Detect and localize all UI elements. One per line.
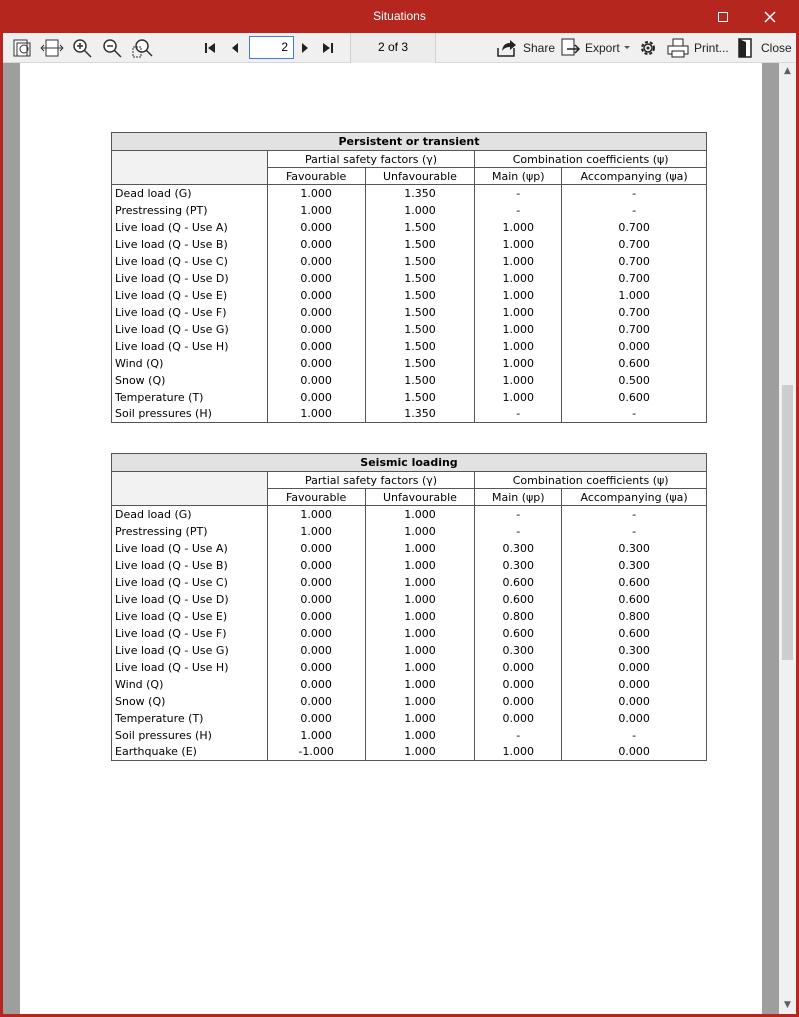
table-row xyxy=(112,642,707,659)
cell-value: - xyxy=(475,523,562,540)
cell-value: 0.000 xyxy=(267,321,365,338)
cell-value: 0.000 xyxy=(267,355,365,372)
cell-value: 1.000 xyxy=(365,523,475,540)
settings-button[interactable] xyxy=(637,36,659,60)
table-row xyxy=(112,625,707,642)
row-label: Live load (Q - Use G) xyxy=(112,321,268,338)
header-blank xyxy=(112,472,268,506)
document-page xyxy=(20,63,762,1014)
seismic-table xyxy=(111,453,707,761)
cell-value: 1.000 xyxy=(475,389,562,406)
cell-value: - xyxy=(475,202,562,219)
viewer-margin-right xyxy=(762,63,779,1014)
table-row xyxy=(112,270,707,287)
toolbar xyxy=(3,33,796,63)
cell-value: 1.000 xyxy=(475,270,562,287)
cell-value: 1.000 xyxy=(475,338,562,355)
table-row xyxy=(112,591,707,608)
cell-value: 0.000 xyxy=(475,693,562,710)
row-label: Temperature (T) xyxy=(112,710,268,727)
printer-icon xyxy=(666,37,690,59)
close-button[interactable] xyxy=(735,36,792,60)
row-label: Wind (Q) xyxy=(112,676,268,693)
previous-page-button[interactable] xyxy=(229,36,241,60)
cell-value: 0.600 xyxy=(475,574,562,591)
cell-value: -1.000 xyxy=(267,744,365,761)
cell-value: 0.000 xyxy=(267,625,365,642)
last-page-button[interactable] xyxy=(321,36,335,60)
zoom-out-icon xyxy=(101,37,123,59)
fit-page-icon xyxy=(11,37,33,59)
header-main: Main (ψp) xyxy=(475,168,562,185)
header-combination: Combination coefficients (ψ) xyxy=(475,151,707,168)
cell-value: 1.000 xyxy=(365,693,475,710)
cell-value: 0.000 xyxy=(267,304,365,321)
table-row xyxy=(112,372,707,389)
table-row xyxy=(112,710,707,727)
row-label: Live load (Q - Use H) xyxy=(112,338,268,355)
cell-value: 1.000 xyxy=(365,659,475,676)
cell-value: 0.000 xyxy=(267,338,365,355)
cell-value: 0.300 xyxy=(475,540,562,557)
row-label: Live load (Q - Use B) xyxy=(112,236,268,253)
cell-value: 1.000 xyxy=(475,744,562,761)
header-main: Main (ψp) xyxy=(475,489,562,506)
export-icon xyxy=(559,37,581,59)
close-icon xyxy=(764,11,776,23)
cell-value: 0.800 xyxy=(475,608,562,625)
cell-value: 0.000 xyxy=(267,693,365,710)
cell-value: 0.300 xyxy=(562,642,707,659)
export-button[interactable] xyxy=(559,36,631,60)
cell-value: 0.000 xyxy=(267,540,365,557)
cell-value: 0.700 xyxy=(562,219,707,236)
cell-value: - xyxy=(475,406,562,423)
cell-value: 1.000 xyxy=(365,727,475,744)
cell-value: 0.000 xyxy=(267,676,365,693)
row-label: Prestressing (PT) xyxy=(112,202,268,219)
previous-page-icon xyxy=(229,41,241,55)
cell-value: 1.000 xyxy=(365,557,475,574)
header-unfavourable: Unfavourable xyxy=(365,489,475,506)
row-label: Live load (Q - Use D) xyxy=(112,591,268,608)
cell-value: 0.300 xyxy=(475,557,562,574)
cell-value: 1.000 xyxy=(475,236,562,253)
table-row xyxy=(112,574,707,591)
cell-value: 0.000 xyxy=(562,676,707,693)
next-page-button[interactable] xyxy=(299,36,311,60)
viewer-margin-left xyxy=(3,63,20,1014)
share-label: Share xyxy=(523,41,556,55)
cell-value: 1.000 xyxy=(365,506,475,523)
row-label: Snow (Q) xyxy=(112,693,268,710)
page-number-input[interactable]: 2 xyxy=(249,36,294,59)
row-label: Dead load (G) xyxy=(112,185,268,202)
cell-value: 0.000 xyxy=(267,253,365,270)
header-accompanying: Accompanying (ψa) xyxy=(562,489,707,506)
cell-value: 1.000 xyxy=(475,287,562,304)
cell-value: 0.000 xyxy=(475,659,562,676)
document-viewer[interactable] xyxy=(3,63,796,1014)
row-label: Live load (Q - Use C) xyxy=(112,574,268,591)
first-page-button[interactable] xyxy=(203,36,217,60)
cell-value: - xyxy=(475,727,562,744)
cell-value: 1.500 xyxy=(365,270,475,287)
fit-page-button[interactable] xyxy=(11,36,33,60)
cell-value: 1.350 xyxy=(365,185,475,202)
cell-value: - xyxy=(562,727,707,744)
cell-value: 1.000 xyxy=(475,372,562,389)
cell-value: 0.600 xyxy=(562,591,707,608)
share-button[interactable] xyxy=(495,36,555,60)
cell-value: 0.600 xyxy=(475,625,562,642)
table-row xyxy=(112,506,707,523)
cell-value: 1.500 xyxy=(365,355,475,372)
cell-value: 1.500 xyxy=(365,389,475,406)
cell-value: 0.000 xyxy=(267,372,365,389)
cell-value: 0.000 xyxy=(267,236,365,253)
export-label: Export xyxy=(585,41,620,55)
cell-value: - xyxy=(475,185,562,202)
cell-value: 0.700 xyxy=(562,321,707,338)
cell-value: - xyxy=(475,506,562,523)
cell-value: 0.000 xyxy=(267,710,365,727)
cell-value: 0.000 xyxy=(562,659,707,676)
maximize-button[interactable] xyxy=(700,0,746,33)
cell-value: 0.000 xyxy=(267,270,365,287)
row-label: Live load (Q - Use F) xyxy=(112,304,268,321)
cell-value: 0.000 xyxy=(267,557,365,574)
cell-value: 1.000 xyxy=(267,406,365,423)
cell-value: 1.500 xyxy=(365,236,475,253)
table-row xyxy=(112,659,707,676)
cell-value: 0.000 xyxy=(562,744,707,761)
zoom-in-icon xyxy=(71,37,93,59)
cell-value: 1.000 xyxy=(365,676,475,693)
cell-value: - xyxy=(562,506,707,523)
cell-value: 0.700 xyxy=(562,253,707,270)
header-favourable: Favourable xyxy=(267,168,365,185)
cell-value: 1.000 xyxy=(475,355,562,372)
table-row xyxy=(112,185,707,202)
table-row xyxy=(112,676,707,693)
row-label: Dead load (G) xyxy=(112,506,268,523)
next-page-icon xyxy=(299,41,311,55)
cell-value: 1.500 xyxy=(365,304,475,321)
cell-value: 1.500 xyxy=(365,372,475,389)
chevron-down-icon xyxy=(623,45,631,51)
table-caption: Seismic loading xyxy=(112,454,707,472)
row-label: Live load (Q - Use G) xyxy=(112,642,268,659)
cell-value: 0.700 xyxy=(562,236,707,253)
cell-value: 1.000 xyxy=(365,625,475,642)
cell-value: - xyxy=(562,523,707,540)
share-icon xyxy=(495,37,519,59)
cell-value: 1.000 xyxy=(475,219,562,236)
cell-value: 1.000 xyxy=(365,540,475,557)
print-label: Print... xyxy=(694,41,729,55)
row-label: Live load (Q - Use B) xyxy=(112,557,268,574)
table-row xyxy=(112,389,707,406)
table-row xyxy=(112,693,707,710)
table-row xyxy=(112,219,707,236)
zoom-selection-icon xyxy=(131,37,153,59)
cell-value: 0.000 xyxy=(475,710,562,727)
cell-value: 1.000 xyxy=(475,304,562,321)
table-row xyxy=(112,338,707,355)
header-partial-safety: Partial safety factors (γ) xyxy=(267,151,475,168)
row-label: Live load (Q - Use C) xyxy=(112,253,268,270)
cell-value: 1.000 xyxy=(267,523,365,540)
cell-value: 1.500 xyxy=(365,219,475,236)
table-row xyxy=(112,355,707,372)
row-label: Live load (Q - Use F) xyxy=(112,625,268,642)
cell-value: 0.800 xyxy=(562,608,707,625)
cell-value: 1.000 xyxy=(365,608,475,625)
table-row xyxy=(112,321,707,338)
table-row xyxy=(112,304,707,321)
window-title: Situations xyxy=(373,9,426,23)
row-label: Soil pressures (H) xyxy=(112,406,268,423)
cell-value: 0.000 xyxy=(267,608,365,625)
cell-value: 1.000 xyxy=(365,642,475,659)
table-row xyxy=(112,608,707,625)
print-button[interactable] xyxy=(666,36,729,60)
table-row xyxy=(112,540,707,557)
table-row xyxy=(112,236,707,253)
cell-value: 1.000 xyxy=(365,744,475,761)
row-label: Soil pressures (H) xyxy=(112,727,268,744)
cell-value: 0.000 xyxy=(562,338,707,355)
cell-value: 1.000 xyxy=(475,321,562,338)
cell-value: 1.000 xyxy=(267,202,365,219)
scrollbar-thumb[interactable] xyxy=(782,385,793,660)
page-count: 2 of 3 xyxy=(350,33,436,63)
table-row xyxy=(112,253,707,270)
zoom-selection-button[interactable] xyxy=(131,36,153,60)
last-page-icon xyxy=(321,41,335,55)
vertical-scrollbar[interactable] xyxy=(779,63,796,1014)
cell-value: 0.600 xyxy=(562,389,707,406)
cell-value: 1.500 xyxy=(365,338,475,355)
row-label: Prestressing (PT) xyxy=(112,523,268,540)
cell-value: 0.600 xyxy=(562,355,707,372)
cell-value: 0.000 xyxy=(267,219,365,236)
row-label: Live load (Q - Use H) xyxy=(112,659,268,676)
zoom-out-button[interactable] xyxy=(101,36,123,60)
cell-value: 1.000 xyxy=(365,710,475,727)
header-unfavourable: Unfavourable xyxy=(365,168,475,185)
table-row xyxy=(112,557,707,574)
cell-value: 1.500 xyxy=(365,321,475,338)
cell-value: 1.000 xyxy=(562,287,707,304)
fit-width-button[interactable] xyxy=(40,36,64,60)
scroll-up-icon[interactable]: ▲ xyxy=(784,66,791,76)
first-page-icon xyxy=(203,41,217,55)
scroll-down-icon[interactable]: ▼ xyxy=(784,1000,791,1010)
cell-value: 1.500 xyxy=(365,253,475,270)
cell-value: 0.600 xyxy=(562,625,707,642)
row-label: Live load (Q - Use A) xyxy=(112,540,268,557)
cell-value: 0.300 xyxy=(562,540,707,557)
cell-value: 1.000 xyxy=(365,574,475,591)
close-label: Close xyxy=(761,41,792,55)
exit-door-icon xyxy=(735,37,757,59)
cell-value: 0.300 xyxy=(562,557,707,574)
title-bar xyxy=(0,0,799,33)
cell-value: 1.000 xyxy=(267,185,365,202)
persistent-table xyxy=(111,132,707,423)
cell-value: 1.000 xyxy=(365,591,475,608)
cell-value: 0.600 xyxy=(475,591,562,608)
close-window-button[interactable] xyxy=(747,0,793,33)
cell-value: 0.000 xyxy=(475,676,562,693)
cell-value: 0.500 xyxy=(562,372,707,389)
cell-value: 0.000 xyxy=(267,287,365,304)
cell-value: 0.300 xyxy=(475,642,562,659)
header-partial-safety: Partial safety factors (γ) xyxy=(267,472,475,489)
cell-value: 1.000 xyxy=(475,253,562,270)
header-combination: Combination coefficients (ψ) xyxy=(475,472,707,489)
row-label: Live load (Q - Use E) xyxy=(112,608,268,625)
cell-value: 0.000 xyxy=(267,591,365,608)
row-label: Wind (Q) xyxy=(112,355,268,372)
table-row xyxy=(112,202,707,219)
cell-value: - xyxy=(562,202,707,219)
cell-value: 1.000 xyxy=(267,727,365,744)
table-caption: Persistent or transient xyxy=(112,133,707,151)
header-blank xyxy=(112,151,268,185)
table-row xyxy=(112,727,707,744)
cell-value: 1.000 xyxy=(365,202,475,219)
cell-value: - xyxy=(562,185,707,202)
cell-value: 0.000 xyxy=(267,642,365,659)
table-row xyxy=(112,287,707,304)
row-label: Earthquake (E) xyxy=(112,744,268,761)
header-favourable: Favourable xyxy=(267,489,365,506)
row-label: Temperature (T) xyxy=(112,389,268,406)
cell-value: 0.000 xyxy=(267,574,365,591)
cell-value: 0.000 xyxy=(562,710,707,727)
cell-value: 0.600 xyxy=(562,574,707,591)
cell-value: - xyxy=(562,406,707,423)
row-label: Live load (Q - Use D) xyxy=(112,270,268,287)
cell-value: 0.000 xyxy=(267,659,365,676)
table-row xyxy=(112,744,707,761)
zoom-in-button[interactable] xyxy=(71,36,93,60)
row-label: Live load (Q - Use E) xyxy=(112,287,268,304)
row-label: Snow (Q) xyxy=(112,372,268,389)
cell-value: 0.000 xyxy=(267,389,365,406)
table-row xyxy=(112,406,707,423)
cell-value: 1.500 xyxy=(365,287,475,304)
cell-value: 0.700 xyxy=(562,304,707,321)
row-label: Live load (Q - Use A) xyxy=(112,219,268,236)
cell-value: 0.000 xyxy=(562,693,707,710)
maximize-icon xyxy=(718,12,728,22)
header-accompanying: Accompanying (ψa) xyxy=(562,168,707,185)
cell-value: 1.350 xyxy=(365,406,475,423)
table-row xyxy=(112,523,707,540)
gear-icon xyxy=(637,37,659,59)
cell-value: 0.700 xyxy=(562,270,707,287)
cell-value: 1.000 xyxy=(267,506,365,523)
fit-width-icon xyxy=(40,37,64,59)
